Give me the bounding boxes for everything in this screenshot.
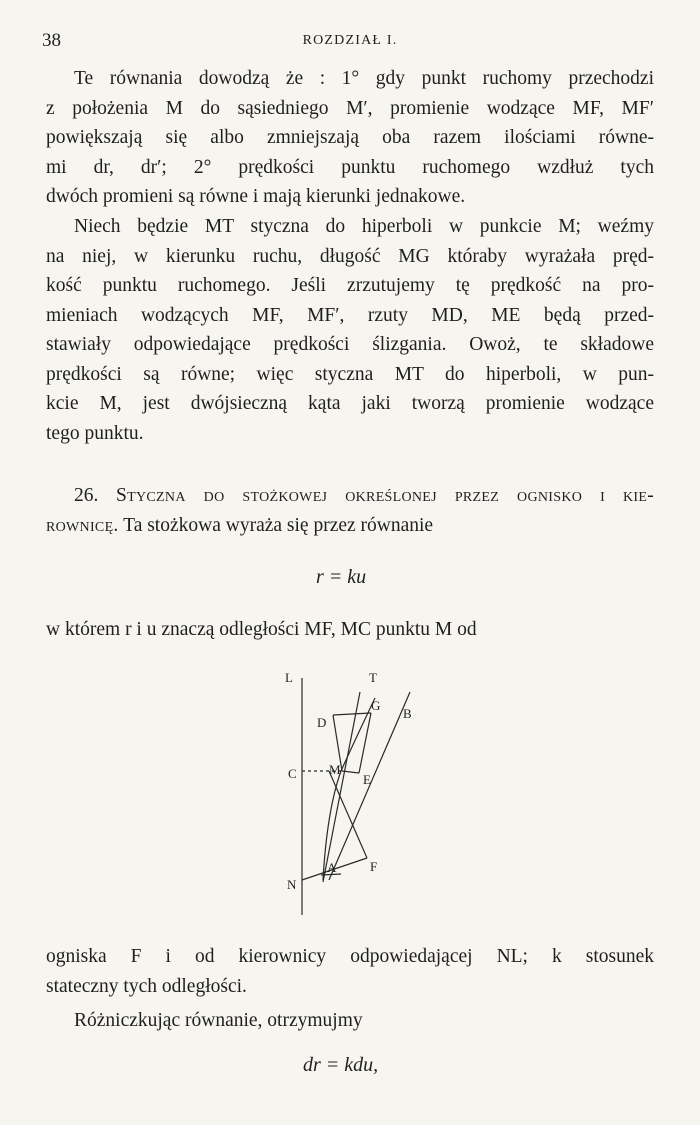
page-header bbox=[42, 30, 658, 54]
hyperbola-tangent-diagram bbox=[275, 670, 445, 920]
text-line: stateczny tych odległości. bbox=[46, 975, 247, 997]
section-title: Styczna do stożkowej określonej przez ognisko i kie- bbox=[116, 485, 654, 506]
text-line: Te równania dowodzą że : 1° gdy punkt ruchomy przechodzi bbox=[74, 68, 654, 89]
hyperbola-branch bbox=[323, 698, 378, 880]
radius-mf bbox=[329, 771, 367, 858]
section-text: Ta stożkowa wyraża się przez równanie bbox=[123, 514, 434, 536]
running-head: ROZDZIAŁ I. bbox=[302, 33, 398, 48]
text-line bbox=[46, 511, 654, 541]
text-line: tego punktu. bbox=[46, 422, 144, 444]
paragraph-differentiate bbox=[46, 1006, 654, 1036]
text-line: dwóch promieni są równe i mają kierunki jednakowe. bbox=[46, 186, 466, 207]
page-number: 38 bbox=[42, 30, 61, 51]
text-line: Różniczkując równanie, otrzymujmy bbox=[74, 1010, 363, 1031]
paragraph-tangent bbox=[46, 212, 654, 448]
label-C: C bbox=[288, 766, 297, 781]
text-line: Niech będzie MT styczna do hiperboli w punkcie M; weźmy bbox=[74, 216, 654, 237]
paragraph-focus bbox=[46, 942, 654, 1001]
label-L: L bbox=[285, 670, 293, 685]
text-line: mieniach wodzących MF, MF′, rzuty MD, ME będą przed- bbox=[46, 304, 654, 326]
text-line: stawiały odpowiedające prędkości ślizgania. Owoż, te składowe bbox=[46, 334, 654, 355]
equation-dr-kdu: dr = kdu, bbox=[303, 1054, 379, 1076]
label-G: G bbox=[371, 698, 381, 713]
text-line: z położenia M do sąsiedniego M′, promienie wodzące MF, MF′ bbox=[46, 97, 654, 119]
text-line: prędkości są równe; więc styczna MT do hiperboli, w pun- bbox=[46, 363, 654, 385]
segment-ge bbox=[359, 713, 371, 773]
text-line: mi dr, dr′; 2° prędkości punktu ruchomego wzdłuż tych bbox=[46, 156, 654, 178]
label-N: N bbox=[287, 877, 297, 892]
text-line: powiększają się albo zmniejszają oba razem ilościami równe- bbox=[46, 127, 654, 148]
section-heading bbox=[46, 481, 654, 511]
tangent-line bbox=[323, 692, 360, 882]
text-line: kość punktu ruchomego. Jeśli zrzutujemy tę prędkość na pro- bbox=[46, 275, 654, 296]
label-M: M bbox=[329, 762, 341, 777]
label-T: T bbox=[369, 670, 377, 685]
section-number: 26. bbox=[74, 485, 99, 506]
equation-r-ku: r = ku bbox=[316, 566, 367, 588]
text-line: na niej, w kierunku ruchu, długość MG któraby wyrażała pręd- bbox=[46, 245, 654, 267]
paragraph-definitions bbox=[46, 615, 654, 645]
label-E: E bbox=[363, 772, 371, 787]
diagram-svg bbox=[275, 670, 445, 920]
paragraph-equations bbox=[46, 64, 654, 212]
label-A: A bbox=[327, 860, 337, 875]
section-26 bbox=[46, 481, 654, 540]
text-line: kcie M, jest dwójsieczną kąta jaki tworzą promienie wodzące bbox=[46, 393, 654, 414]
section-title-cont: rownicę. bbox=[46, 514, 119, 536]
text-line: ogniska F i od kierownicy odpowiedającej NL; k stosunek bbox=[46, 946, 654, 967]
label-B: B bbox=[403, 706, 412, 721]
segment-dg bbox=[333, 713, 371, 715]
text-line: w którem r i u znaczą odległości MF, MC punktu M od bbox=[46, 619, 477, 640]
label-D: D bbox=[317, 715, 327, 730]
label-F: F bbox=[370, 859, 378, 874]
